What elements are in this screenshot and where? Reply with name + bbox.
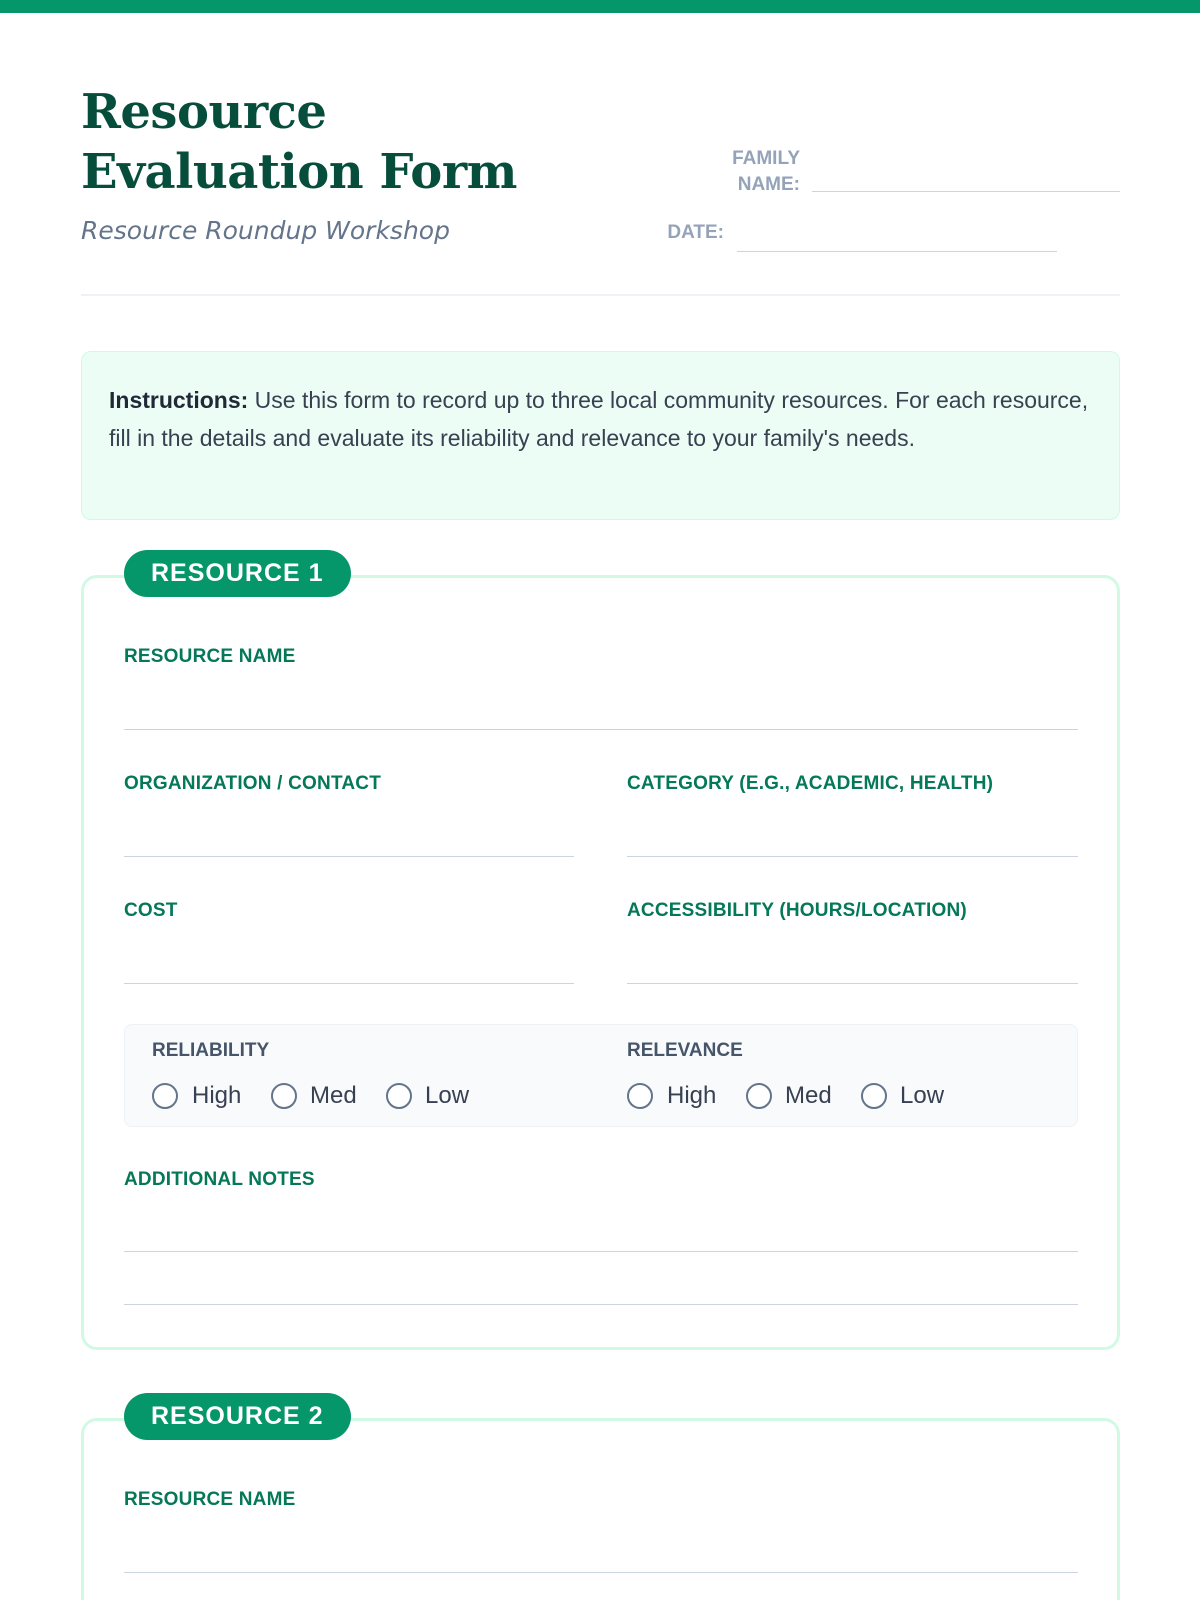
- family-name-label: FAMILY NAME:: [732, 148, 800, 195]
- instructions-box: [81, 351, 1120, 520]
- category-field[interactable]: [627, 856, 1078, 857]
- organization-contact-label: ORGANIZATION / CONTACT: [124, 773, 382, 794]
- date-field[interactable]: [737, 251, 1057, 252]
- relevance-low-radio[interactable]: [861, 1083, 887, 1109]
- category-label: CATEGORY (E.G., ACADEMIC, HEALTH): [627, 773, 994, 794]
- family-name-field[interactable]: [812, 191, 1120, 192]
- page-title: Resource Evaluation Form: [81, 84, 517, 200]
- resource-badge-2: RESOURCE 2: [124, 1393, 351, 1440]
- instructions-text: Use this form to record up to three local community resources. For each resource, fill in the details and evaluate its reliability and relevance to your family's needs.: [109, 387, 1089, 451]
- reliability-high-radio[interactable]: [152, 1083, 178, 1109]
- additional-notes-label: ADDITIONAL NOTES: [124, 1169, 315, 1190]
- additional-notes-line-2[interactable]: [124, 1304, 1078, 1305]
- page-subtitle: Resource Roundup Workshop: [81, 216, 450, 245]
- resource-name-field[interactable]: [124, 729, 1078, 730]
- relevance-high-label: High: [667, 1082, 717, 1109]
- resource-badge-1: RESOURCE 1: [124, 550, 351, 597]
- resource-2-name-field[interactable]: [124, 1572, 1078, 1573]
- reliability-low-label: Low: [425, 1082, 470, 1109]
- instructions-lead: Instructions:: [109, 387, 249, 413]
- accessibility-field[interactable]: [627, 983, 1078, 984]
- reliability-med-radio[interactable]: [271, 1083, 297, 1109]
- relevance-high-radio[interactable]: [627, 1083, 653, 1109]
- cost-field[interactable]: [124, 983, 574, 984]
- cost-label: COST: [124, 900, 178, 921]
- reliability-low-radio[interactable]: [386, 1083, 412, 1109]
- reliability-high-label: High: [192, 1082, 242, 1109]
- resource-name-label: RESOURCE NAME: [124, 646, 296, 667]
- additional-notes-line-1[interactable]: [124, 1251, 1078, 1252]
- relevance-title: RELEVANCE: [627, 1040, 743, 1061]
- resource-2-name-label: RESOURCE NAME: [124, 1489, 296, 1510]
- accessibility-label: ACCESSIBILITY (HOURS/LOCATION): [627, 900, 967, 921]
- reliability-title: RELIABILITY: [152, 1040, 270, 1061]
- top-accent-bar: [0, 0, 1200, 13]
- resource-card-1: [81, 575, 1120, 1350]
- organization-contact-field[interactable]: [124, 856, 574, 857]
- relevance-med-radio[interactable]: [746, 1083, 772, 1109]
- header-divider: [81, 294, 1120, 296]
- date-label: DATE:: [667, 222, 724, 243]
- relevance-med-label: Med: [785, 1082, 832, 1109]
- relevance-low-label: Low: [900, 1082, 945, 1109]
- reliability-med-label: Med: [310, 1082, 357, 1109]
